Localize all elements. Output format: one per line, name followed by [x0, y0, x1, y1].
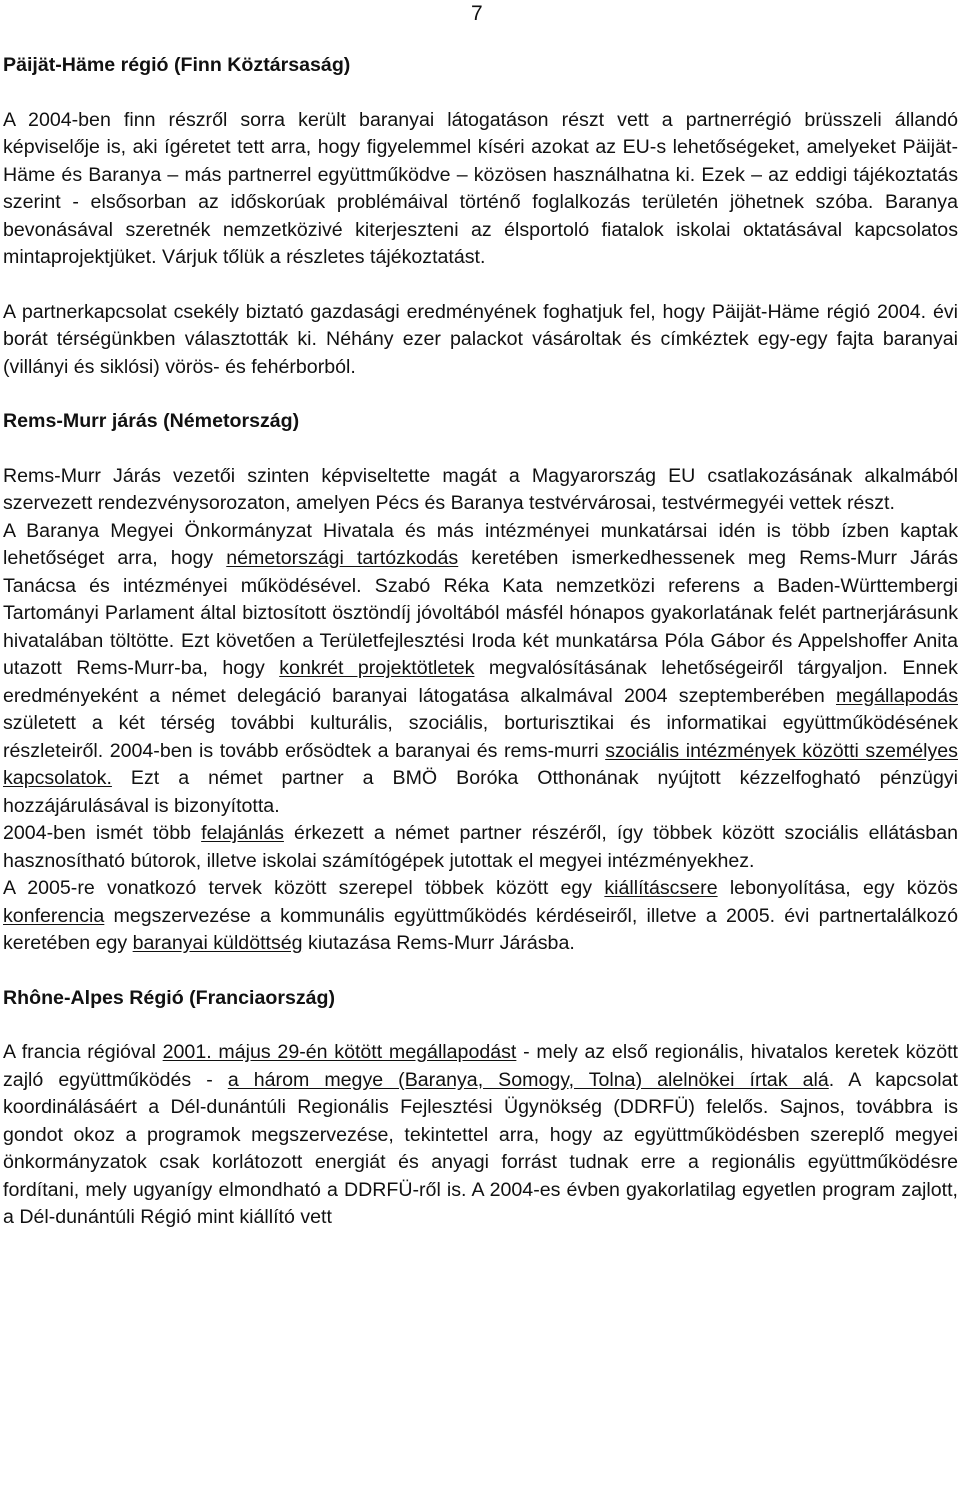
underlined-phrase: konkrét projektötletek [279, 657, 475, 679]
paragraph: A Baranya Megyei Önkormányzat Hivatala és más intézményei munkatársai idén is több ízben kaptak lehetőséget arra, hogy németországi tartózkodás keretében ismerkedhessenek meg Rems-Murr Járás Tanácsa és intézményei működésével. Szabó Réka Kata nemzetközi referens a Baden-Württembergi Tartományi Parlament által biztosított ösztöndíj jóvoltából másfél hónapos gyakorlatának felét partnerjárásunk hivatalában töltötte. Ezt követően a Területfejlesztési Iroda két munkatársa Póla Gábor és Appelshoffer Anita utazott Rems-Murr-ba, hogy konkrét projektötletek megvalósításának lehetőségeiről tárgyaljon. Ennek eredményeként a német delegáció baranyai látogatása alkalmával 2004 szeptemberében megállapodás született a két térség további kulturális, szociális, borturisztikai és informatikai együttműködésének részleteiről. 2004-ben is tovább erősödtek a baranyai és rems-murri szociális intézmények közötti személyes kapcsolatok. Ezt a német partner a BMÖ Boróka Otthonának nyújtott kézzelfogható pénzügyi hozzájárulásával is bizonyította. [3, 519, 958, 817]
underlined-phrase: a három megye (Baranya, Somogy, Tolna) alelnökei írtak alá [227, 1068, 829, 1091]
section-heading-rhone-alpes: Rhône-Alpes Régió (Franciaország) [3, 986, 336, 1009]
section-heading-paijat-hame: Päijät-Häme régió (Finn Köztársaság) [3, 54, 351, 76]
paragraph: A francia régióval 2001. május 29-én kötött megállapodást - mely az első regionális, hivatalos keretek között zajló együttműködés - a három megye (Baranya, Somogy, Tolna) alelnökei írtak alá. A kapcsolat koordinálásáért a Dél-dunántúli Regionális Fejlesztési Ügynökség (DDRFÜ) felelős. Sajnos, továbbra is gondot okoz a programok megszervezése, tekintettel arra, hogy az együttműködésben szereplő megyei önkormányzatok csak korlátozott energiát és anyagi forrást tudnak erre a regionális együttműködésre fordítani, mely ugyanígy elmondható a DDRFÜ-ről is. A 2004-es évben gyakorlatilag egyetlen program zajlott, a Dél-dunántúli Régió mint kiállító vett [3, 1041, 958, 1228]
underlined-phrase: felajánlás [201, 822, 284, 844]
paragraph: 2004-ben ismét több felajánlás érkezett a német partner részéről, így többek között szociális ellátásban hasznosítható bútorok, illetve iskolai számítógépek jutottak el megyei intézményekhez. [3, 822, 958, 872]
underlined-phrase: szociális intézmények közötti személyes kapcsolatok. [3, 739, 958, 789]
paragraph: A 2005-re vonatkozó tervek között szerepel többek között egy kiállításcsere lebonyolítása, egy közös konferencia megszervezése a kommunális együttműködés kérdéseiről, illetve a 2005. évi partnertalálkozó keretében egy baranyai küldöttség kiutazása Rems-Murr Járásba. [3, 877, 958, 954]
paragraph: A 2004-ben finn részről sorra került baranyai látogatáson részt vett a partnerrégió brüsszeli állandó képviselője is, aki ígéretet tett arra, hogy figyelemmel kíséri azokat az EU-s lehetőségeket, amelyeket Päijät-Häme és Baranya – más partnerrel együttműködve – közösen használhatna ki. Ezek – az eddigi tájékoztatás szerint - elsősorban az időskorúak problémáival történő foglalkozás területén jöhetnek szóba. Baranya bevonásával szeretnék nemzetközivé kiterjeszteni az élsportoló fiatalok iskolai oktatásával kapcsolatos mintaprojektjüket. Várjuk tőlük a részletes tájékoztatást. [3, 108, 958, 268]
page-number: 7 [471, 2, 483, 25]
underlined-phrase: baranyai küldöttség [132, 932, 303, 954]
underlined-phrase: kiállításcsere [604, 877, 718, 899]
underlined-phrase: megállapodás [835, 684, 958, 707]
underlined-phrase: németországi tartózkodás [226, 547, 459, 569]
paragraph: A partnerkapcsolat csekély biztató gazdasági eredményének foghatjuk fel, hogy Päijät-Häme régió 2004. évi borát térségünkben választották ki. Néhány ezer palackot vásároltak és címkéztek egy-egy fajta baranyai (villányi és siklósi) vörös- és fehérborból. [3, 300, 958, 378]
section-heading-rems-murr: Rems-Murr járás (Németország) [3, 410, 300, 432]
paragraph: Rems-Murr Járás vezetői szinten képviseltette magát a Magyarország EU csatlakozásának alkalmából szervezett rendezvénysorozaton, amelyen Pécs és Baranya testvérvárosai, testvérmegyéi vettek részt. [3, 464, 958, 514]
underlined-phrase: konferencia [3, 904, 105, 927]
underlined-phrase: 2001. május 29-én kötött megállapodást [162, 1041, 517, 1063]
document-body [3, 52, 958, 1232]
